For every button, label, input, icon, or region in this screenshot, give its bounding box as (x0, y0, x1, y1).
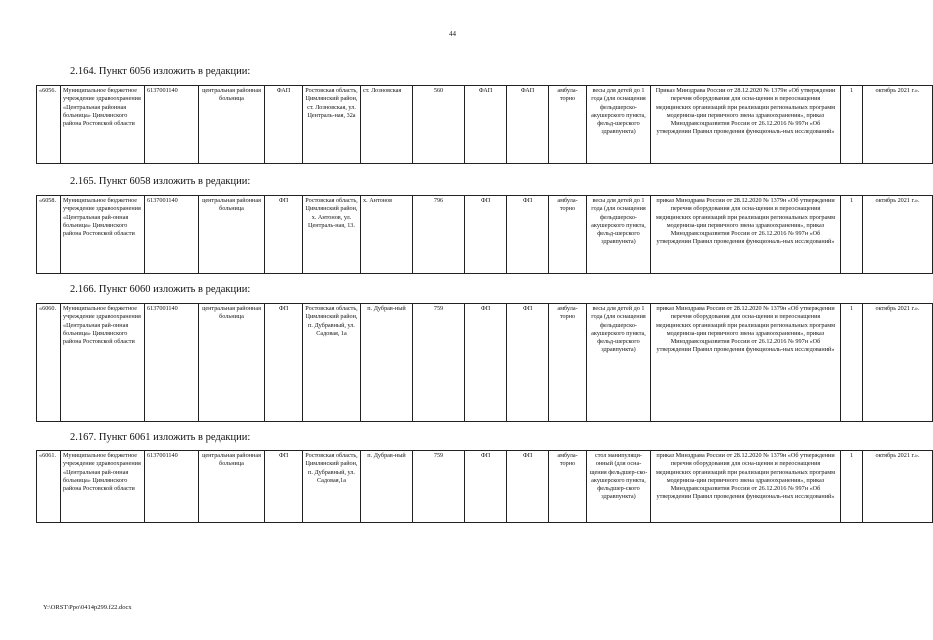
cell-population: 560 (413, 86, 465, 164)
table-row (37, 196, 933, 274)
cell-type: центральная районная больница (199, 451, 265, 523)
cell-care: амбула-торно (549, 451, 587, 523)
section-heading-6058: 2.165. Пункт 6058 изложить в редакции: (70, 176, 251, 187)
cell-num: «6060. (37, 304, 61, 422)
cell-population: 796 (413, 196, 465, 274)
section-heading-6056: 2.164. Пункт 6056 изложить в редакции: (70, 66, 251, 77)
cell-care: амбула-торно (549, 196, 587, 274)
cell-unit3: ФП (507, 196, 549, 274)
cell-locality: ст. Лозновская (361, 86, 413, 164)
cell-address: Ростовская область, Цимлянский район, п. Дубравный, ул. Садовая,1а (303, 451, 361, 523)
cell-num: «6061. (37, 451, 61, 523)
cell-code: 6137001140 (145, 86, 199, 164)
cell-unit: ФП (265, 304, 303, 422)
cell-unit3: ФП (507, 304, 549, 422)
cell-date: октябрь 2021 г.». (863, 451, 933, 523)
cell-basis: приказ Минздрава России от 28.12.2020 № 1379н «Об утверждении перечня оборудования для осна-щения и переоснащения медицинских организаций при реализации региональных программ модерниза-ции первичного звена здравоохранения», приказ Минздравсоцразвития России от 26.12.2016 № 997н «Об утверждении Правил проведения функциональ-ных исследований» (651, 451, 841, 523)
cell-population: 759 (413, 451, 465, 523)
cell-care: амбула-торно (549, 304, 587, 422)
cell-unit2: ФАП (465, 86, 507, 164)
cell-org: Муниципальное бюджетное учреждение здравоохранения «Центральная рай-онная больница» Цимлянского района Ростовской области (61, 451, 145, 523)
section-heading-6060: 2.166. Пункт 6060 изложить в редакции: (70, 284, 251, 295)
cell-qty: 1 (841, 86, 863, 164)
cell-code: 6137001140 (145, 451, 199, 523)
cell-basis: Приказ Минздрава России от 28.12.2020 № 1379н «Об утверждении перечня оборудования для осна-щения и переоснащения медицинских организаций при реализации региональных программ модерниза-ции первичного звена здравоохранения», приказ Минздравсоцразвития России от 26.12.2016 № 997н «Об утверждении Правил проведения функциональ-ных исследований» (651, 86, 841, 164)
cell-num: «6058. (37, 196, 61, 274)
cell-code: 6137001140 (145, 196, 199, 274)
cell-code: 6137001140 (145, 304, 199, 422)
cell-basis: приказ Минздрава России от 28.12.2020 № 1379н «Об утверждении перечня оборудования для осна-щения и переоснащения медицинских организаций при реализации региональных программ модерниза-ции первичного звена здравоохранения», приказ Минздравсоцразвития России от 26.12.2016 № 997н «Об утверждении Правил проведения функциональ-ных исследований» (651, 196, 841, 274)
table-row (37, 86, 933, 164)
cell-org: Муниципальное бюджетное учреждение здравоохранения «Центральная рай-онная больница» Цимлянского района Ростовской области (61, 196, 145, 274)
cell-equipment: весы для детей до 1 года (для оснащения фельдшерско-акушерского пункта, фельд-шерского здравпункта) (587, 86, 651, 164)
cell-date: октябрь 2021 г.». (863, 196, 933, 274)
cell-date: октябрь 2021 г.». (863, 304, 933, 422)
cell-unit2: ФП (465, 304, 507, 422)
cell-equipment: весы для детей до 1 года (для оснащения фельдшерско-акушерского пункта, фельд-шерского здравпункта) (587, 196, 651, 274)
cell-basis: приказ Минздрава России от 28.12.2020 № 1379н «Об утверждении перечня оборудования для осна-щения и переоснащения медицинских организаций при реализации региональных программ модерниза-ции первичного звена здравоохранения», приказ Минздравсоцразвития России от 26.12.2016 № 997н «Об утверждении Правил проведения функциональ-ных исследований» (651, 304, 841, 422)
cell-unit: ФП (265, 196, 303, 274)
table-6060 (36, 303, 933, 422)
cell-unit3: ФП (507, 451, 549, 523)
table-6056 (36, 85, 933, 164)
table-row (37, 304, 933, 422)
cell-org: Муниципальное бюджетное учреждение здравоохранения «Центральная районная больница» Цимлянского района Ростовской области (61, 86, 145, 164)
table-6058 (36, 195, 933, 274)
cell-unit2: ФП (465, 196, 507, 274)
cell-equipment: стол манипуляци-онный (для осна-щения фельдшер-ско-акушерского пункта, фельдшер-ского здравпункта) (587, 451, 651, 523)
table-6061 (36, 450, 933, 523)
cell-address: Ростовская область, Цимлянский район, п. Дубравный, ул. Садовая, 1а (303, 304, 361, 422)
file-path-footer: Y:\ORST\Ppo\0414p299.f22.docx (43, 604, 132, 611)
cell-date: октябрь 2021 г.». (863, 86, 933, 164)
cell-type: центральная районная больница (199, 196, 265, 274)
cell-address: Ростовская область, Цимлянский район, х. Антонов, ул. Централь-ная, 13. (303, 196, 361, 274)
cell-locality: п. Дубрав-ный (361, 451, 413, 523)
cell-type: центральная районная больница (199, 304, 265, 422)
cell-unit3: ФАП (507, 86, 549, 164)
page-number: 44 (449, 30, 456, 38)
cell-type: центральная районная больница (199, 86, 265, 164)
cell-unit: ФАП (265, 86, 303, 164)
cell-locality: п. Дубрав-ный (361, 304, 413, 422)
cell-care: амбула-торно (549, 86, 587, 164)
cell-org: Муниципальное бюджетное учреждение здравоохранения «Центральная рай-онная больница» Цимлянского района Ростовской области (61, 304, 145, 422)
cell-unit2: ФП (465, 451, 507, 523)
cell-locality: х. Антонов (361, 196, 413, 274)
table-row (37, 451, 933, 523)
cell-num: «6056. (37, 86, 61, 164)
cell-equipment: весы для детей до 1 года (для оснащения фельдшерско-акушерского пункта, фельд-шерского здравпункта) (587, 304, 651, 422)
cell-address: Ростовская область, Цимлянский район, ст. Лозновская, ул. Централь-ная, 32а (303, 86, 361, 164)
cell-qty: 1 (841, 196, 863, 274)
cell-qty: 1 (841, 304, 863, 422)
cell-unit: ФП (265, 451, 303, 523)
section-heading-6061: 2.167. Пункт 6061 изложить в редакции: (70, 432, 251, 443)
cell-population: 759 (413, 304, 465, 422)
cell-qty: 1 (841, 451, 863, 523)
